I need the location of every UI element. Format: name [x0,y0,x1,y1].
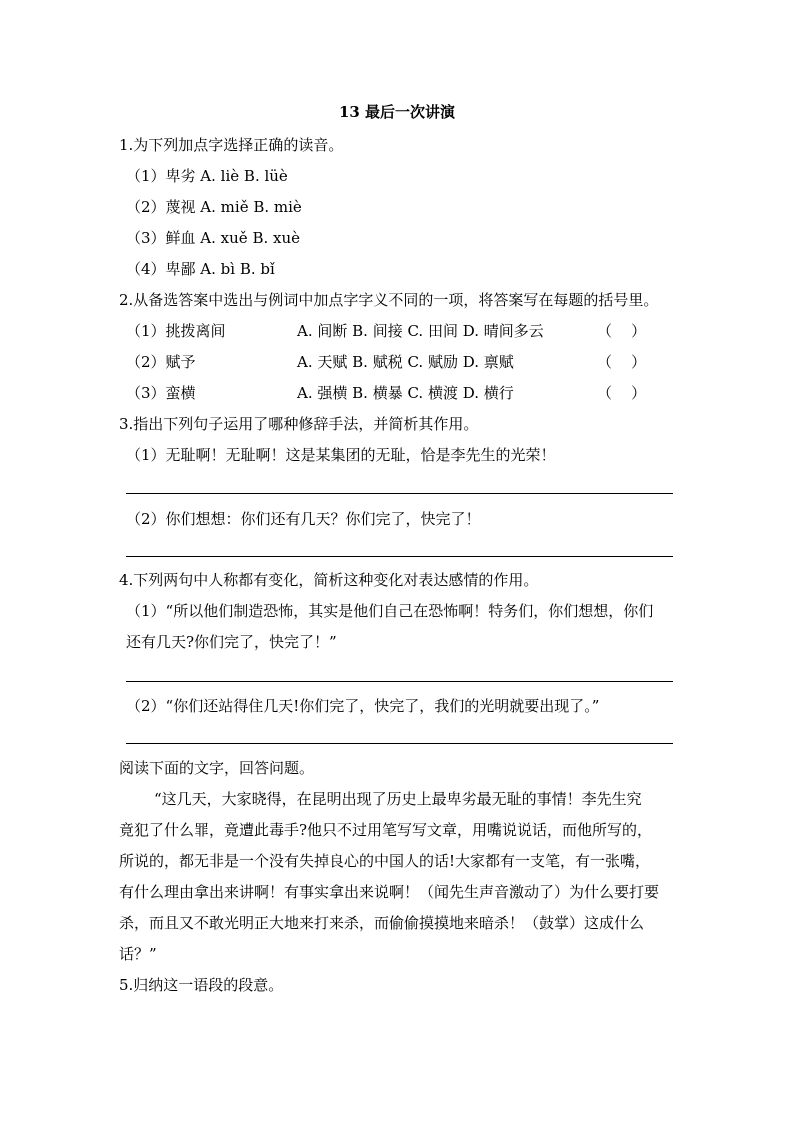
q1-item-1: （1）卑劣 A. liè B. lüè [126,167,288,185]
q4-item-2-answer-line[interactable] [126,743,673,744]
q4-item-2: （2）“你们还站得住几天!你们完了，快完了，我们的光明就要出现了。” [126,697,600,715]
q3-item-2: （2）你们想想：你们还有几天？你们完了，快完了！ [126,510,481,528]
reading-line-1: “这几天，大家晓得，在昆明出现了历史上最卑劣最无耻的事情！李先生究 [154,790,642,808]
q3-prompt: 3.指出下列句子运用了哪种修辞手法，并简析其作用。 [119,415,479,433]
reading-line-2: 竟犯了什么罪，竟遭此毒手?他只不过用笔写写文章，用嘴说说话，而他所写的， [119,821,653,839]
reading-intro: 阅读下面的文字，回答问题。 [119,759,315,777]
q5-prompt: 5.归纳这一语段的段意。 [119,976,284,994]
q2-prompt: 2.从备选答案中选出与例词中加点字字义不同的一项，将答案写在每题的括号里。 [119,291,659,309]
q2-item-3-answer-blank[interactable]: （ ） [597,384,647,402]
reading-line-5: 杀，而且又不敢光明正大地来打来杀，而偷偷摸摸地来暗杀！（鼓掌）这成什么 [119,914,645,932]
q1-item-2: （2）蔑视 A. miě B. miè [126,198,302,216]
q2-item-2-options: A. 天赋 B. 赋税 C. 赋励 D. 禀赋 [297,353,514,371]
q2-item-1-answer-blank[interactable]: （ ） [597,322,647,340]
q3-item-1: （1）无耻啊！无耻啊！这是某集团的无耻，恰是李先生的光荣！ [126,446,556,464]
q1-item-3: （3）鲜血 A. xuě B. xuè [126,229,301,247]
q1-item-4: （4）卑鄙 A. bì B. bǐ [126,260,275,278]
q3-item-2-answer-line[interactable] [126,556,673,557]
reading-line-4: 有什么理由拿出来讲啊！有事实拿出来说啊！（闻先生声音激动了）为什么要打要 [119,883,660,901]
q4-prompt: 4.下列两句中人称都有变化，简析这种变化对表达感情的作用。 [119,571,539,589]
q3-item-1-answer-line[interactable] [126,493,673,494]
q4-item-1-line-2: 还有几天?你们完了，快完了！” [126,633,337,651]
q2-item-3-word: （3）蛮横 [126,384,196,402]
q1-prompt: 1.为下列加点字选择正确的读音。 [119,136,344,154]
reading-line-3: 所说的，都无非是一个没有失掉良心的中国人的话!大家都有一支笔，有一张嘴， [119,852,651,870]
q2-item-1-word: （1）挑拨离间 [126,322,226,340]
q4-item-1-line-1: （1）“所以他们制造恐怖，其实是他们自己在恐怖啊！特务们，你们想想，你们 [126,602,654,620]
q2-item-2-word: （2）赋予 [126,353,196,371]
reading-line-6: 话？” [119,945,157,963]
q2-item-2-answer-blank[interactable]: （ ） [597,353,647,371]
q2-item-3-options: A. 强横 B. 横暴 C. 横渡 D. 横行 [297,384,514,402]
q2-item-1-options: A. 间断 B. 间接 C. 田间 D. 晴间多云 [297,322,544,340]
page-title: 13 最后一次讲演 [338,103,456,121]
q4-item-1-answer-line[interactable] [126,681,673,682]
